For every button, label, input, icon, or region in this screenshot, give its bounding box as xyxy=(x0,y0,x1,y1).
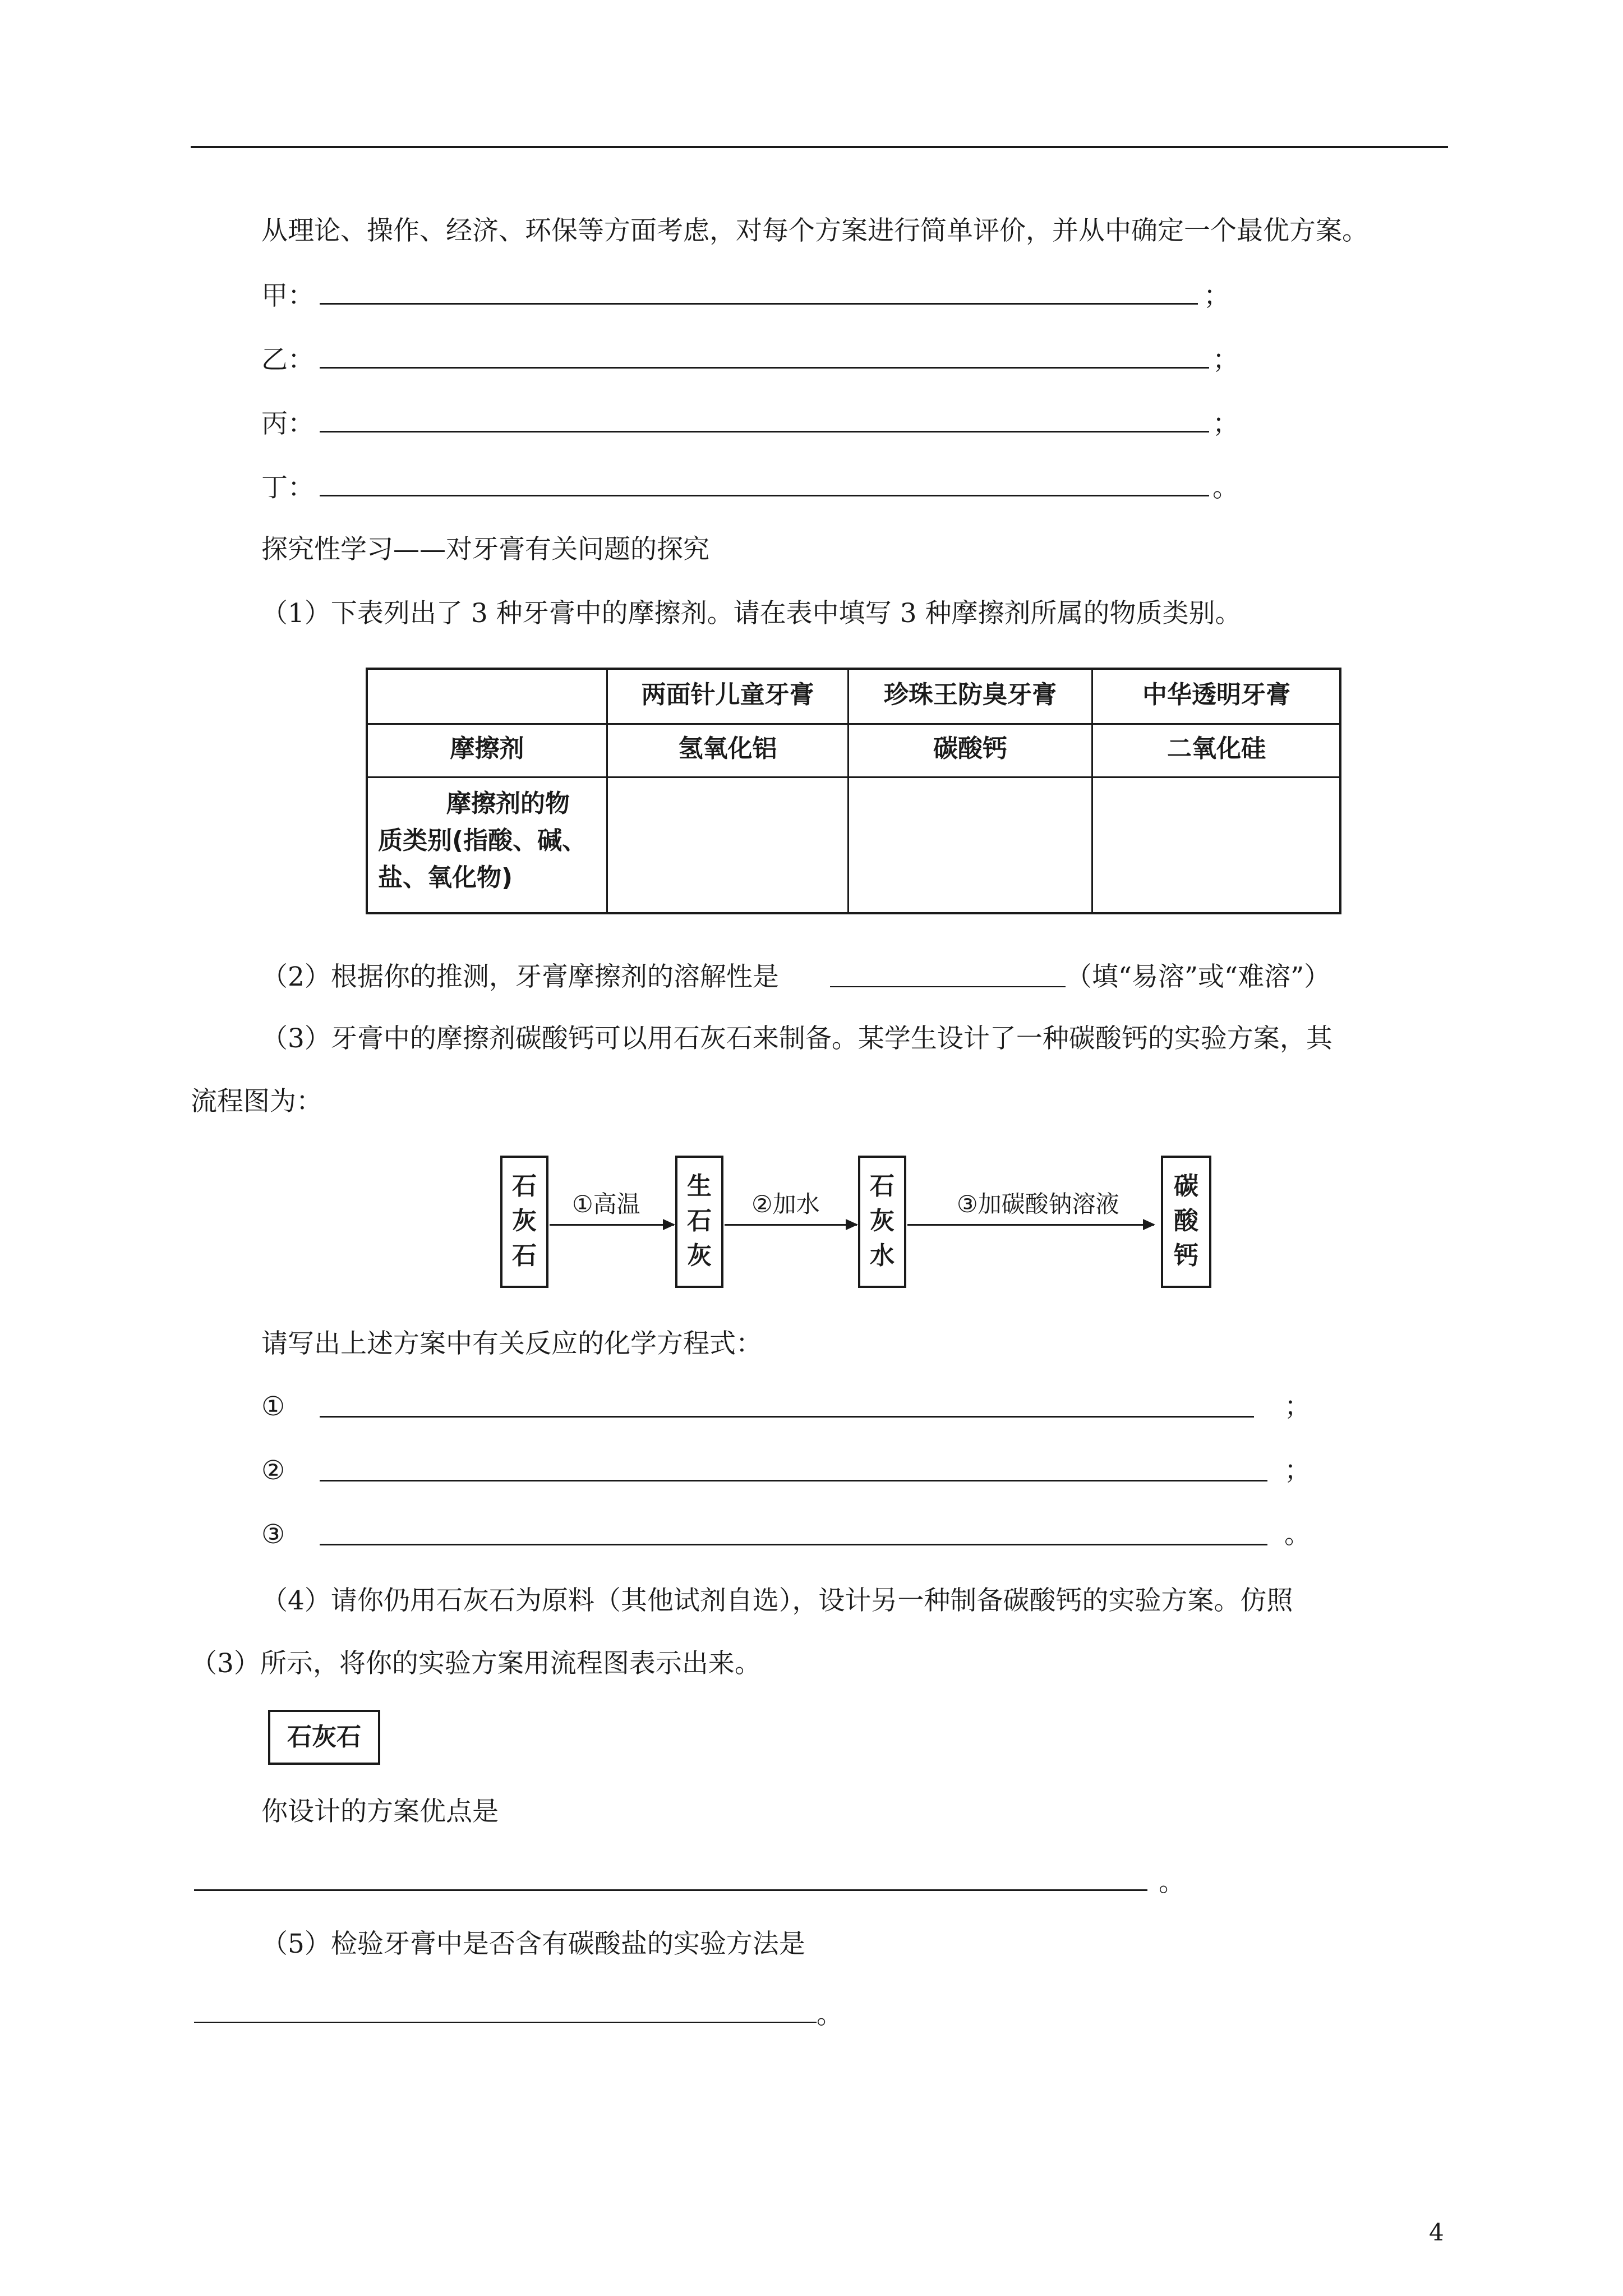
answer-line-eq2[interactable] xyxy=(320,1480,1267,1481)
answer-line-jia[interactable] xyxy=(320,303,1198,305)
option-label-bing: 丙： xyxy=(261,408,314,439)
option-label-jia: 甲： xyxy=(261,280,314,311)
flow-box-calcium-carbonate xyxy=(1161,1156,1211,1288)
option-end-ding: 。 xyxy=(1212,472,1239,503)
row-label-category-line1: 摩擦剂的物 xyxy=(446,789,570,818)
flow-box-char: 石 xyxy=(687,1207,712,1235)
flow-box-limestone xyxy=(500,1156,548,1288)
cell-abrasive-2: 碳酸钙 xyxy=(933,734,1007,763)
flow-start-box: 石灰石 xyxy=(268,1710,380,1765)
question-4-line2: （3）所示，将你的实验方案用流程图表示出来。 xyxy=(191,1648,761,1679)
answer-line-eq3[interactable] xyxy=(320,1544,1267,1545)
flow-step-1: ①高温 xyxy=(572,1190,640,1218)
question-2-hint: （填“易溶”或“难溶”） xyxy=(1066,961,1331,992)
header-rule xyxy=(191,146,1448,148)
table-header-2: 珍珠王防臭牙膏 xyxy=(884,680,1057,709)
flow-step-2: ②加水 xyxy=(751,1190,820,1218)
flow-box-quicklime xyxy=(675,1156,723,1288)
question-5-end: 。 xyxy=(817,1999,843,2030)
option-end-bing: ； xyxy=(1212,408,1239,439)
option-label-yi: 乙： xyxy=(261,344,314,375)
option-end-yi: ； xyxy=(1212,344,1239,375)
question-1: （1）下表列出了 3 种牙膏中的摩擦剂。请在表中填写 3 种摩擦剂所属的物质类别。 xyxy=(261,598,1242,629)
question-4-end: 。 xyxy=(1159,1867,1185,1898)
flow-box-char: 石 xyxy=(870,1172,895,1200)
flow-box-char: 灰 xyxy=(512,1207,537,1235)
flow-box-limewater xyxy=(858,1156,906,1288)
table-header-1: 两面针儿童牙膏 xyxy=(641,680,814,709)
flow-box-char: 灰 xyxy=(687,1241,712,1270)
cell-abrasive-3: 二氧化硅 xyxy=(1167,734,1266,763)
equation-end-2: ； xyxy=(1284,1455,1311,1486)
equation-end-1: ； xyxy=(1284,1391,1311,1422)
option-end-jia: ； xyxy=(1204,280,1230,311)
flow-arrow-3 xyxy=(907,1224,1154,1226)
question-3-line1: （3）牙膏中的摩擦剂碳酸钙可以用石灰石来制备。某学生设计了一种碳酸钙的实验方案，其 xyxy=(261,1023,1332,1054)
flow-box-char: 石 xyxy=(512,1241,537,1270)
equation-num-2: ② xyxy=(261,1455,285,1486)
answer-line-eq1[interactable] xyxy=(320,1416,1254,1418)
flow-box-char: 酸 xyxy=(1174,1207,1198,1235)
equation-prompt: 请写出上述方案中有关反应的化学方程式： xyxy=(261,1328,762,1359)
flow-arrow-2 xyxy=(725,1224,857,1226)
row-label-abrasive: 摩擦剂 xyxy=(450,734,524,763)
answer-line-q5[interactable] xyxy=(194,2022,817,2023)
answer-line-q2[interactable] xyxy=(830,986,1066,987)
flow-box-char: 石 xyxy=(512,1172,537,1200)
table-header-3: 中华透明牙膏 xyxy=(1142,680,1290,709)
section-title: 探究性学习——对牙膏有关问题的探究 xyxy=(261,534,709,565)
question-5: （5）检验牙膏中是否含有碳酸盐的实验方法是 xyxy=(261,1929,805,1959)
equation-end-3: 。 xyxy=(1284,1519,1311,1550)
question-4-advantage: 你设计的方案优点是 xyxy=(261,1796,499,1827)
cell-abrasive-1: 氢氧化铝 xyxy=(678,734,777,763)
answer-line-yi[interactable] xyxy=(320,367,1209,369)
abrasive-table xyxy=(366,668,1341,914)
equation-num-1: ① xyxy=(261,1391,285,1422)
answer-line-ding[interactable] xyxy=(320,495,1209,496)
flow-box-char: 生 xyxy=(687,1172,712,1200)
flow-box-char: 灰 xyxy=(870,1207,895,1235)
table-divider xyxy=(368,723,1339,725)
answer-line-bing[interactable] xyxy=(320,431,1209,432)
page-number: 4 xyxy=(1429,2219,1444,2246)
intro-text: 从理论、操作、经济、环保等方面考虑，对每个方案进行简单评价，并从中确定一个最优方案。 xyxy=(261,215,1368,246)
flow-arrow-1 xyxy=(550,1224,674,1226)
table-divider xyxy=(368,776,1339,778)
question-3-line2: 流程图为： xyxy=(191,1086,322,1117)
row-label-category-line3: 盐、氧化物) xyxy=(378,863,513,892)
flow-box-char: 钙 xyxy=(1174,1241,1198,1270)
row-label-category-line2: 质类别(指酸、碱、 xyxy=(378,826,587,855)
question-2-prompt: （2）根据你的推测，牙膏摩擦剂的溶解性是 xyxy=(261,961,779,992)
flow-step-3: ③加碳酸钠溶液 xyxy=(957,1190,1119,1218)
equation-num-3: ③ xyxy=(261,1519,285,1550)
flow-box-char: 碳 xyxy=(1174,1172,1198,1200)
question-4-line1: （4）请你仍用石灰石为原料（其他试剂自选），设计另一种制备碳酸钙的实验方案。仿照 xyxy=(261,1585,1293,1616)
answer-line-q4[interactable] xyxy=(194,1889,1147,1891)
flow-box-char: 水 xyxy=(870,1241,895,1270)
option-label-ding: 丁： xyxy=(261,472,314,503)
